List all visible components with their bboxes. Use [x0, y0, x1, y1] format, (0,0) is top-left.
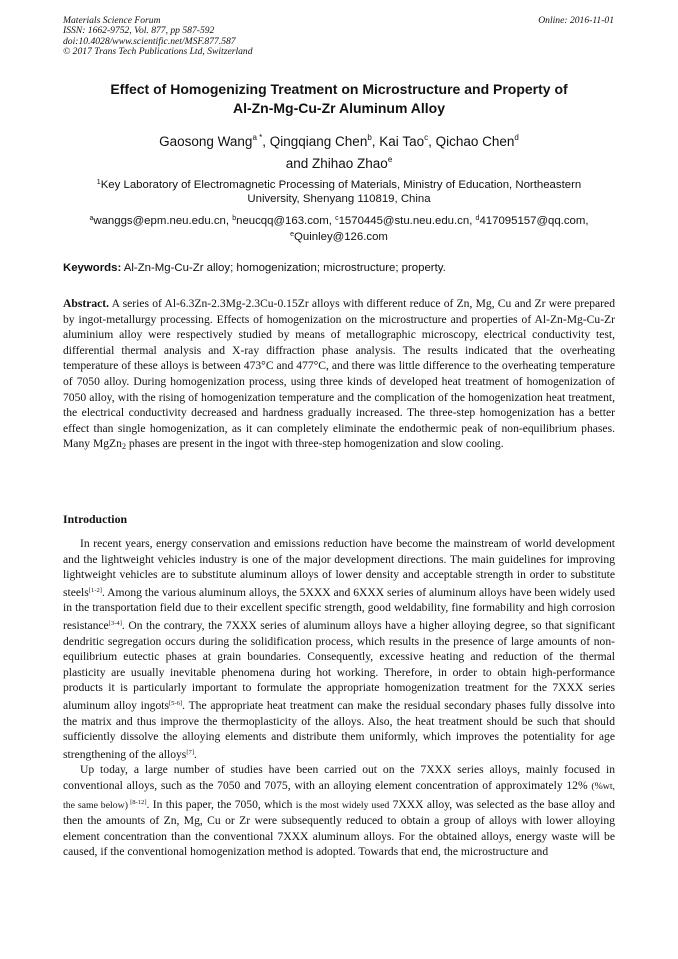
title-line-2: Al-Zn-Mg-Cu-Zr Aluminum Alloy	[232, 100, 446, 116]
paragraph-text: . Among the various aluminum alloys, the 5XXX and 6XXX series of aluminum alloys have been widely used in the transportation field due to their excellent specific strength, good weldability, fine formability and high corrosion resistance	[63, 585, 615, 632]
author-sup: d	[514, 133, 519, 142]
paragraph-text: . The appropriate heat treatment can make the residual secondary phases fully dissolve into the matrix and thus improve the thermoplasticity of the alloys. Also, the heat treatment should be such that should sufficiently dissolve the alloying elements and distribute them uniformly, which improves the potentiality for age strengthening of the alloys	[63, 698, 615, 761]
affiliation-line-1	[63, 176, 615, 192]
abstract-subscript: 2	[121, 442, 126, 452]
paragraph-text: .	[194, 747, 197, 761]
author-sup: a *	[252, 133, 263, 142]
author-name: Qichao Chen	[435, 134, 515, 149]
paragraph	[63, 536, 615, 762]
citation[interactable]: [8-12]	[128, 798, 147, 806]
email-address[interactable]: wanggs@epm.neu.edu.cn,	[93, 215, 233, 227]
paper-title	[63, 80, 615, 118]
keywords	[63, 261, 615, 275]
paragraph-text: In recent years, energy conservation and emissions reduction have become the mainstream of world development and the lightweight vehicles industry is one of the major development directions. The main guidelines for improving lightweight vehicles are to substitute aluminum alloys of lower density and acceptable strength in order to substitute steels	[63, 537, 615, 599]
citation[interactable]: [7]	[186, 748, 195, 756]
email-sup: a	[89, 215, 94, 222]
email-sup: b	[232, 215, 237, 222]
paragraph-small-text: is the most widely used	[295, 799, 390, 811]
author-name: Kai Tao	[379, 134, 425, 149]
issn-line: ISSN: 1662-9752, Vol. 877, pp 587-592	[63, 25, 215, 37]
online-date: Online: 2016-11-01	[538, 15, 614, 26]
author-name: Gaosong Wang	[159, 134, 253, 149]
author-list	[63, 129, 615, 173]
author-sup: b	[367, 133, 372, 142]
author-sup: c	[424, 133, 429, 142]
author-line-1	[63, 129, 615, 151]
email-address[interactable]: 1570445@stu.neu.edu.cn,	[338, 215, 476, 227]
abstract-text-end: phases are present in the ingot with three-step homogenization and slow cooling.	[125, 437, 504, 451]
keywords-text: Al-Zn-Mg-Cu-Zr alloy; homogenization; microstructure; property.	[121, 262, 446, 274]
paragraph-small-text: (%wt, the same below)	[63, 780, 615, 811]
paragraph	[63, 762, 615, 860]
author-separator: ,	[428, 134, 436, 149]
affiliation	[63, 176, 615, 206]
author-and: and	[285, 156, 312, 171]
introduction-body	[63, 536, 615, 860]
section-heading: Introduction	[63, 512, 128, 526]
email-address[interactable]: 417095157@qq.com,	[479, 215, 589, 227]
abstract-text: A series of Al-6.3Zn-2.3Mg-2.3Cu-0.15Zr alloys with different reduce of Zn, Mg, Cu and Zr were prepared by ingot-metallurgy processing. Effects of homogenization on the microstructure and properties of Al-Zn-Mg-Cu-Zr aluminium alloy were respectively studied by means of metallographic microscopy, electrical conductivity test, differential thermal analysis and X-ray diffraction phase analysis. The results indicated that the overheating temperature of these alloys is between 473°C and 477°C, and there was little difference to the overheating temperature of 7050 alloy. During homogenization process, using three kinds of developed heat treatment of homogenization of 7050 alloy, with the rising of homogenization temperature and the complication of the homogenization heat treatment, the electrical conductivity decreased and hardness gradually increased. The three-step homogenization has a better effect than single homogenization, as it can completely eliminate the endothermic peak of non-equilibrium phases. Many MgZn	[63, 297, 615, 451]
copyright-line: © 2017 Trans Tech Publications Ltd, Switzerland	[63, 46, 253, 58]
citation[interactable]: [1-2]	[88, 586, 102, 594]
email-address[interactable]: Quinley@126.com	[294, 231, 388, 243]
author-name: Zhihao Zhao	[312, 156, 388, 171]
journal-name: Materials Science Forum	[63, 15, 161, 26]
author-separator: ,	[262, 134, 270, 149]
paragraph-text: . On the contrary, the 7XXX series of aluminum alloys have a higher alloying degree, so that significant dendritic segregation occurs during the solidification process, which results in the presence of large amounts of non-equilibrium eutectic phases at grain boundaries. Consequently, excessive heating and reduction of the thermal plasticity are usually inevitable phenomena during hot working. Therefore, in order to obtain high-performance products it is particularly important to formulate the appropriate homogenization treatment for the 7XXX series aluminum alloy ingots	[63, 618, 615, 712]
affiliation-sup: 1	[96, 179, 101, 186]
journal-header	[63, 16, 363, 58]
affiliation-line-2: University, Shenyang 110819, China	[247, 193, 431, 205]
author-line-2	[63, 151, 615, 173]
citation[interactable]: [5-6]	[168, 699, 183, 707]
doi-line[interactable]: doi:10.4028/www.scientific.net/MSF.877.587	[63, 35, 236, 47]
author-sup: e	[387, 155, 393, 164]
email-line-2	[63, 228, 615, 244]
title-line-1: Effect of Homogenizing Treatment on Microstructure and Property of	[110, 81, 568, 97]
abstract-label: Abstract.	[63, 297, 110, 310]
email-address[interactable]: neucqq@163.com,	[236, 215, 336, 227]
keywords-label: Keywords:	[63, 262, 122, 274]
paragraph-text: Up today, a large number of studies have been carried out on the 7XXX series alloys, mainly focused in conventional alloys, such as the 7050 and 7075, with an alloying element concentration of approximately 12%	[63, 763, 615, 792]
author-separator: ,	[371, 134, 380, 149]
citation[interactable]: [3-4]	[108, 619, 122, 627]
email-sup: e	[290, 231, 295, 238]
paragraph-text: 7XXX alloy, was selected as the base alloy and then the amounts of Zn, Mg, Cu or Zr were subsequently reduced to obtain a group of alloys with lower alloying element concentration than the conventional 7XXX aluminum alloys. For the obtained alloys, energy waste will be caused, if the conventional homogenization method is adopted. Towards that end, the microstructure and	[63, 797, 615, 859]
affiliation-text-1: Key Laboratory of Electromagnetic Processing of Materials, Ministry of Education, Northeastern	[100, 179, 582, 191]
abstract	[63, 296, 615, 455]
author-name: Qingqiang Chen	[269, 134, 368, 149]
paragraph-text: . In this paper, the 7050, which	[146, 797, 296, 811]
email-list	[63, 212, 615, 244]
email-line-1	[63, 212, 615, 228]
email-sup: d	[475, 215, 480, 222]
email-sup: c	[335, 215, 339, 222]
